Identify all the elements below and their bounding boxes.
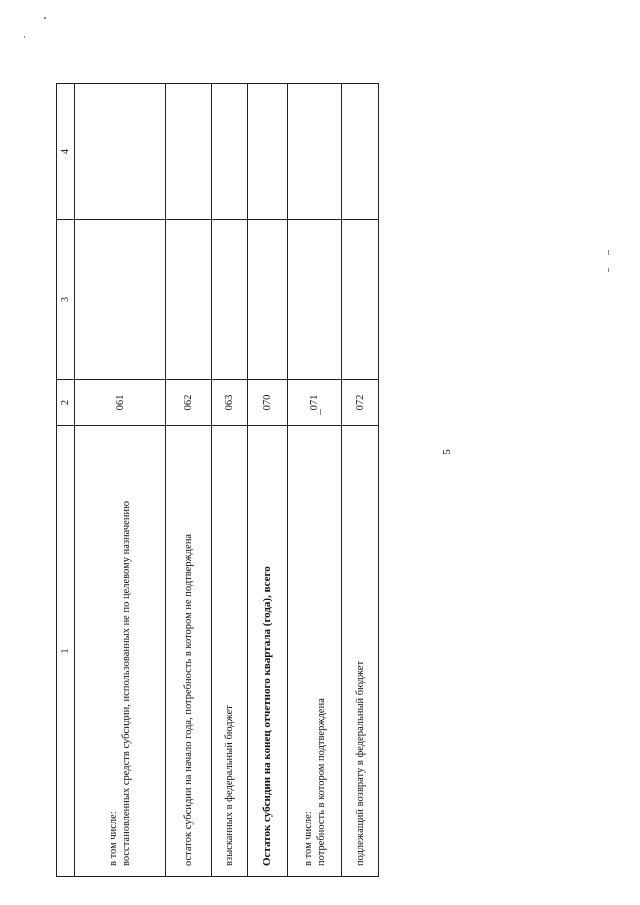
scan-mark bbox=[24, 36, 25, 38]
col-header-1: 1 bbox=[57, 426, 75, 877]
value-cell[interactable] bbox=[248, 84, 288, 220]
table-row bbox=[75, 84, 166, 877]
table-row bbox=[342, 84, 379, 877]
value-cell[interactable] bbox=[342, 220, 379, 380]
col-header-4: 4 bbox=[57, 84, 75, 220]
report-table bbox=[56, 83, 379, 877]
row-label bbox=[288, 426, 342, 877]
row-code: 072 bbox=[342, 380, 379, 426]
row-code: 070 bbox=[248, 380, 288, 426]
row-label bbox=[166, 426, 211, 877]
row-label-line: потребность в котором подтверждена bbox=[315, 698, 327, 866]
row-code: 063 bbox=[211, 380, 248, 426]
table-row bbox=[211, 84, 248, 877]
row-label-line: в том числе: bbox=[108, 811, 120, 866]
row-label-line: восстановленных средств субсидии, использованных не по целевому назначению bbox=[121, 501, 133, 866]
table-row bbox=[248, 84, 288, 877]
row-label-line: Остаток субсидии на конец отчетного квартала (года), всего bbox=[261, 566, 274, 866]
value-cell[interactable] bbox=[342, 84, 379, 220]
value-cell[interactable] bbox=[248, 220, 288, 380]
row-label bbox=[248, 426, 288, 877]
row-label bbox=[211, 426, 248, 877]
value-cell[interactable] bbox=[166, 220, 211, 380]
col-header-2: 2 bbox=[57, 380, 75, 426]
page-number: 5 bbox=[441, 449, 453, 455]
table-row bbox=[166, 84, 211, 877]
row-code: 071 bbox=[288, 380, 342, 426]
table-row bbox=[288, 84, 342, 877]
report-table-area bbox=[56, 84, 379, 877]
value-cell[interactable] bbox=[166, 84, 211, 220]
scan-mark bbox=[44, 17, 46, 19]
row-code: 062 bbox=[166, 380, 211, 426]
row-label-line: подлежащий возврату в федеральный бюджет bbox=[354, 660, 366, 866]
scan-mark bbox=[320, 409, 321, 415]
value-cell[interactable] bbox=[288, 84, 342, 220]
col-header-3: 3 bbox=[57, 220, 75, 380]
row-label-line: взысканных в федеральный бюджет bbox=[224, 705, 236, 866]
row-label bbox=[75, 426, 166, 877]
row-label-line: остаток субсидии на начало года, потребность в котором не подтверждена bbox=[182, 533, 194, 866]
value-cell[interactable] bbox=[288, 220, 342, 380]
value-cell[interactable] bbox=[211, 84, 248, 220]
value-cell[interactable] bbox=[211, 220, 248, 380]
value-cell[interactable] bbox=[75, 220, 166, 380]
row-label bbox=[342, 426, 379, 877]
row-label-line: в том числе: bbox=[302, 811, 314, 866]
row-code: 061 bbox=[75, 380, 166, 426]
header-row bbox=[57, 84, 75, 877]
value-cell[interactable] bbox=[75, 84, 166, 220]
scan-mark bbox=[608, 268, 609, 272]
scan-mark bbox=[608, 250, 609, 255]
